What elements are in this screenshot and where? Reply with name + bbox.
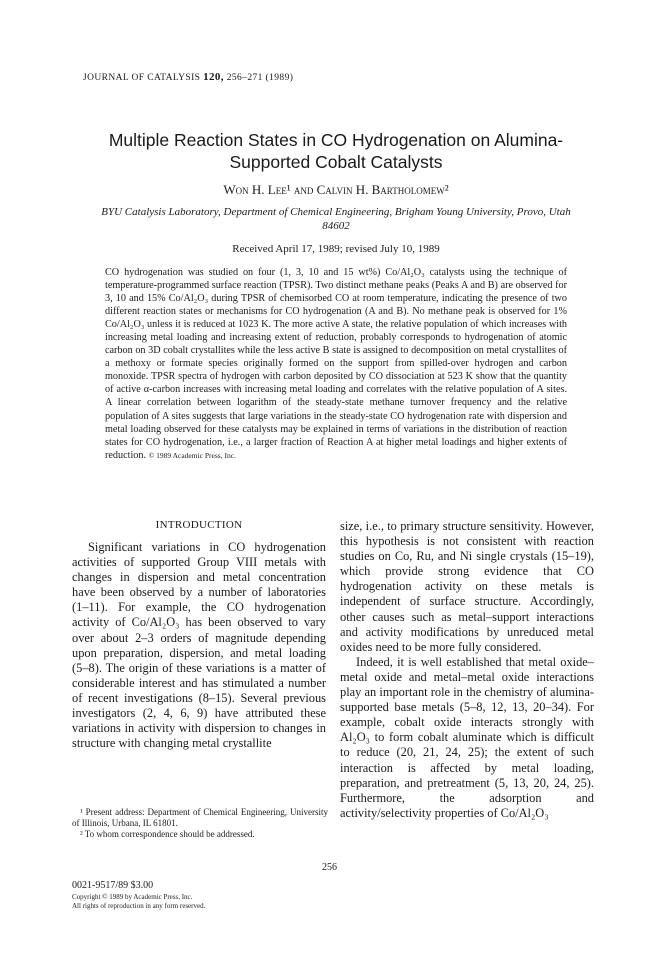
abstract [105,266,567,462]
received-dates: Received April 17, 1989; revised July 10, 1989 [232,243,440,255]
abstract-text: CO hydrogenation was studied on four (1, 3, 10 and 15 wt%) Co/Al₂O₃ catalysts using the technique of temperature-programmed surface reaction (TPSR). Two distinct methane peaks (Peaks A and B) are observed for 3, 10 and 15% Co/Al₂O₃ during TPSR of chemisorbed CO at room temperature, indicating the presence of two different reaction states or mechanisms for CO hydrogenation (A and B). No methane peak is observed for 1% Co/Al₂O₃ unless it is reduced at 1023 K. The more active A state, the relative population of which increases with increasing metal loading and increasing extent of reduction, probably corresponds to hydrogenation of atomic carbon on 3D cobalt crystallites while the less active B state is assigned to decomposition on metal crystallites of a methoxy or formate species originally formed on the support from spilled-over hydrogen and carbon monoxide. TPSR spectra of hydrogen with carbon deposited by CO dissociation at 523 K show that the quantity of active α-carbon increases with increasing metal loading and correlates with the relative population of A sites. A linear correlation between logarithm of the steady-state methane turnover frequency and the relative population of A sites suggests that large variations in the steady-state CO hydrogenation rate with dispersion and metal loading observed for these catalysts may be explained in terms of variations in the distribution of reaction states for CO hydrogenation, i.e., a larger fraction of Reaction A at higher metal loadings and higher extents of reduction. [105,267,567,461]
footnote-1: ¹ Present address: Department of Chemical Engineering, University of Illinois, Urbana, IL 61801. [72,807,328,828]
intro-paragraph-1: Significant variations in CO hydrogenation activities of supported Group VIII metals with changes in dispersion and metal concentration have been observed by a number of laboratories (1–11). For example, the CO hydrogenation activity of Co/Al₂O₃ has been observed to vary over about 2–3 orders of magnitude depending upon preparation, dispersion, and metal loading (5–8). The origin of these variations is a matter of considerable interest and has stimulated a number of recent investigations (8–15). Several previous investigators (2, 4, 6, 9) have attributed these variations in activity with dispersion to changes in structure with changing metal crystallite [72,540,326,751]
author-line: Won H. Lee¹ and Calvin H. Bartholomew² [223,182,449,197]
copyright-line-1: Copyright © 1989 by Academic Press, Inc. [72,893,193,901]
page-number: 256 [322,862,337,873]
intro-paragraph-2: Indeed, it is well established that metal oxide–metal oxide and metal–metal oxide interactions play an important role in the chemistry of alumina-supported base metals (5–8, 12, 13, 20–34). For example, cobalt oxide interacts strongly with Al₂O₃ to form cobalt aluminate which is difficult to reduce (20, 21, 24, 25); the extent of such interaction is affected by metal loading, preparation, and pretreatment (5, 13, 20, 24, 25). Furthermore, the adsorption and activity/selectivity properties of Co/Al₂O₃ [340,654,594,820]
issn-price: 0021-9517/89 $3.00 [72,880,154,891]
journal-pages-year: 256–271 (1989) [226,73,294,83]
journal-volume: 120, [203,71,224,83]
journal-header [83,71,293,83]
copyright-notice [72,893,205,911]
affiliation: BYU Catalysis Laboratory, Department of Chemical Engineering, Brigham Young University, Provo, Utah 84602 [101,206,571,232]
section-heading-introduction: INTRODUCTION [155,519,243,531]
copyright-line-2: All rights of reproduction in any form reserved. [72,902,206,910]
right-column [340,519,594,821]
intro-paragraph-1-continued: size, i.e., to primary structure sensitivity. However, this hypothesis is not consistent with reaction studies on Co, Ru, and Ni single crystals (15–19), which provide strong evidence that CO hydrogenation activity on these metals is independent of surface structure. Accordingly, other causes such as metal–support interactions and activity modifications by unreduced metal oxides need to be more fully considered. [340,519,594,654]
footnotes [72,807,328,840]
paper-title: Multiple Reaction States in CO Hydrogenation on Alumina-Supported Cobalt Catalysts [108,130,564,172]
left-column [72,540,326,751]
journal-name: JOURNAL OF CATALYSIS [83,73,201,83]
footnote-2: ² To whom correspondence should be addressed. [80,829,255,839]
abstract-copyright: © 1989 Academic Press, Inc. [148,450,236,460]
